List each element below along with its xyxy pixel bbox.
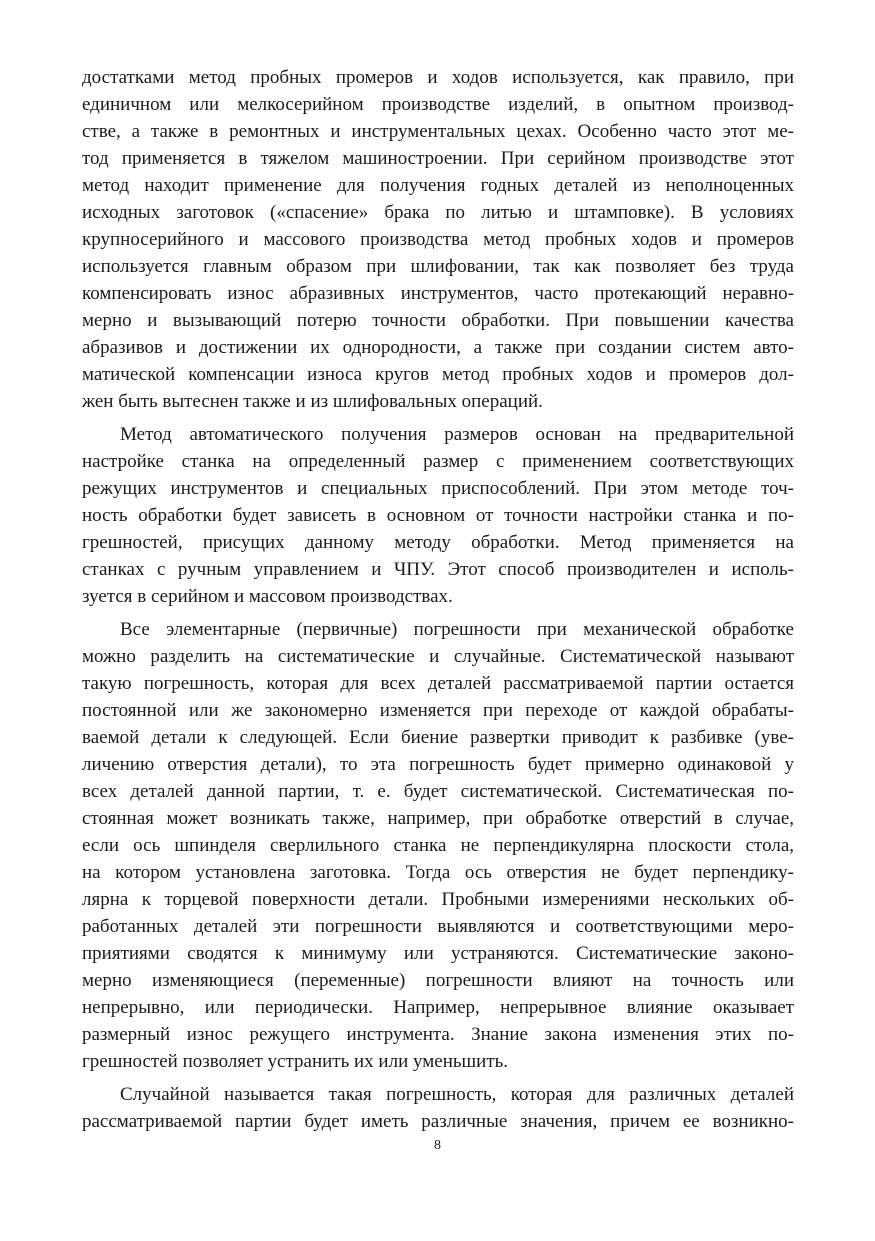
text-line: абразивов и достижении их однородности, а также при создании систем авто- — [82, 337, 794, 358]
text-line: достатками метод пробных промеров и ходов используется, как правило, при — [82, 67, 794, 88]
text-line: стве, а также в ремонтных и инструментальных цехах. Особенно часто этот ме- — [82, 121, 794, 142]
paragraph-2 — [82, 421, 794, 610]
text-line: зуется в серийном и массовом производствах. — [82, 586, 453, 607]
text-line: постоянной или же закономерно изменяется при переходе от каждой обрабаты- — [82, 700, 794, 721]
text-line: стоянная может возникать также, например, при обработке отверстий в случае, — [82, 808, 794, 829]
body-text — [82, 64, 794, 1135]
text-line: лярна к торцевой поверхности детали. Пробными измерениями нескольких об- — [82, 889, 794, 910]
page-number: 8 — [434, 1138, 441, 1153]
text-line: ность обработки будет зависеть в основном от точности настройки станка и по- — [82, 505, 794, 526]
text-line: мерно изменяющиеся (переменные) погрешности влияют на точность или — [82, 970, 794, 991]
text-line: можно разделить на систематические и случайные. Систематической называют — [82, 646, 794, 667]
text-line: непрерывно, или периодически. Например, непрерывное влияние оказывает — [82, 997, 794, 1018]
text-line: режущих инструментов и специальных приспособлений. При этом методе точ- — [82, 478, 794, 499]
text-line: всех деталей данной партии, т. е. будет систематической. Систематическая по- — [82, 781, 794, 802]
text-line: личению отверстия детали), то эта погрешность будет примерно одинаковой у — [82, 754, 794, 775]
text-line: единичном или мелкосерийном производстве изделий, в опытном производ- — [82, 94, 794, 115]
text-line: такую погрешность, которая для всех деталей рассматриваемой партии остается — [82, 673, 794, 694]
text-line: Метод автоматического получения размеров основан на предварительной — [120, 424, 794, 445]
paragraph-3 — [82, 616, 794, 1075]
text-line: грешностей, присущих данному методу обработки. Метод применяется на — [82, 532, 794, 553]
text-line: жен быть вытеснен также и из шлифовальных операций. — [82, 391, 543, 412]
paragraph-1 — [82, 64, 794, 415]
text-line: работанных деталей эти погрешности выявляются и соответствующими меро- — [82, 916, 794, 937]
paragraph-4 — [82, 1081, 794, 1135]
text-line: приятиями сводятся к минимуму или устраняются. Систематические законо- — [82, 943, 794, 964]
text-line: тод применяется в тяжелом машиностроении. При серийном производстве этот — [82, 148, 794, 169]
text-line: метод находит применение для получения годных деталей из неполноценных — [82, 175, 794, 196]
text-line: исходных заготовок («спасение» брака по литью и штамповке). В условиях — [82, 202, 794, 223]
text-line: рассматриваемой партии будет иметь различные значения, причем ее возникно- — [82, 1111, 794, 1132]
text-line: Случайной называется такая погрешность, которая для различных деталей — [120, 1084, 794, 1105]
text-line: матической компенсации износа кругов метод пробных ходов и промеров дол- — [82, 364, 794, 385]
text-line: на котором установлена заготовка. Тогда ось отверстия не будет перпендику- — [82, 862, 794, 883]
text-line: компенсировать износ абразивных инструментов, часто протекающий неравно- — [82, 283, 794, 304]
text-line: размерный износ режущего инструмента. Знание закона изменения этих по- — [82, 1024, 794, 1045]
text-line: если ось шпинделя сверлильного станка не перпендикулярна плоскости стола, — [82, 835, 794, 856]
text-line: мерно и вызывающий потерю точности обработки. При повышении качества — [82, 310, 794, 331]
text-line: Все элементарные (первичные) погрешности при механической обработке — [120, 619, 794, 640]
text-line: используется главным образом при шлифовании, так как позволяет без труда — [82, 256, 794, 277]
text-line: крупносерийного и массового производства метод пробных ходов и промеров — [82, 229, 794, 250]
text-line: ваемой детали к следующей. Если биение развертки приводит к разбивке (уве- — [82, 727, 794, 748]
text-line: станках с ручным управлением и ЧПУ. Этот способ производителен и исполь- — [82, 559, 794, 580]
text-line: настройке станка на определенный размер с применением соответствующих — [82, 451, 794, 472]
text-line: грешностей позволяет устранить их или уменьшить. — [82, 1051, 509, 1072]
